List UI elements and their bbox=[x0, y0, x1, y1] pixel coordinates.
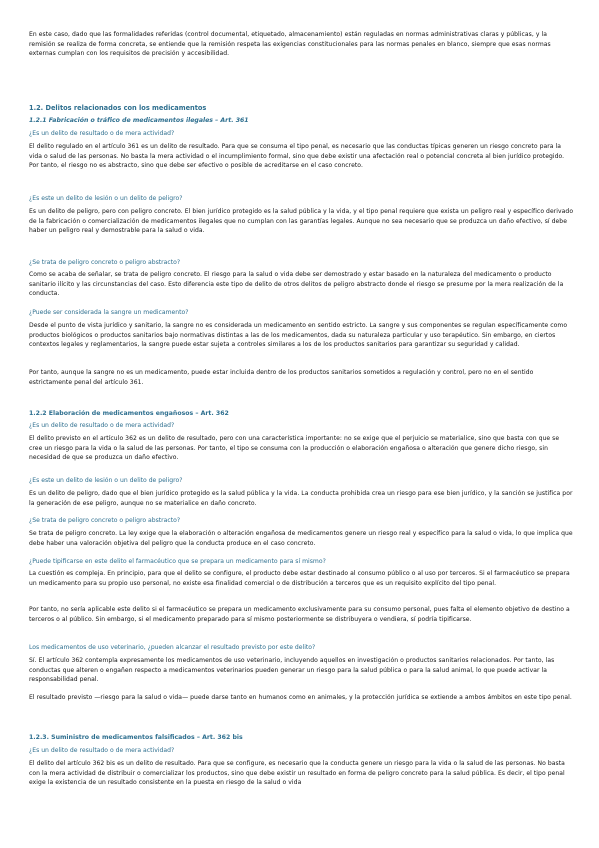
question: ¿Puede ser considerada la sangre un medicamento? bbox=[29, 309, 189, 316]
answer-paragraph: Desde el punto de vista jurídico y sanitario, la sangre no es considerada un medicamento en sentido estricto. La sangre y sus componentes se regulan específicamente como productos biológicos o productos sanitarios bajo normativas distintas a las de los medicamentos, dada su naturaleza particular y uso terapéutico. Sin embargo, en ciertos contextos legales y reglamentarios, la sangre puede estar sujeta a controles similares a los de los productos sanitarios para garantizar su seguridad y calidad. bbox=[29, 322, 568, 349]
answer-paragraph: Es un delito de peligro, pero con peligro concreto. El bien jurídico protegido es la salud pública y la vida, y el tipo penal requiere que exista un peligro real y específico derivado de la fabricación o comercialización de medicamentos ilegales que no cumplan con las garantías legales. Aunque no sea necesario que se produzca un daño efectivo, sí debe haber un peligro real y demostrable para la salud o vida. bbox=[29, 208, 574, 235]
subsection-heading: 1.2.1 Fabricación o tráfico de medicamentos ilegales – Art. 361 bbox=[29, 117, 249, 124]
question: ¿Puede tipificarse en este delito el farmacéutico que se prepara un medicamento para sí mismo? bbox=[29, 558, 326, 565]
question: ¿Es un delito de resultado o de mera actividad? bbox=[29, 130, 175, 137]
answer-paragraph: El delito previsto en el artículo 362 es un delito de resultado, pero con una característica importante: no se exige que el perjuicio se materialice, sino que basta con que se cree un riesgo para la vida o la salud de las personas. Por tanto, el tipo se consuma con la producción o elaboración engañosa o alteración que genere dicho riesgo, sin necesidad de que se produzca un daño efectivo. bbox=[29, 435, 560, 462]
answer-paragraph: Se trata de peligro concreto. La ley exige que la elaboración o alteración engañosa de medicamentos genere un riesgo real y específico para la salud o vida, lo que implica que debe haber una valoración objetiva del peligro que la conducta produce en el caso concreto. bbox=[29, 530, 573, 547]
subsection-heading: 1.2.3. Suministro de medicamentos falsificados – Art. 362 bis bbox=[29, 734, 243, 741]
answer-paragraph: Por tanto, aunque la sangre no es un medicamento, puede estar incluida dentro de los productos sanitarios sometidos a regulación y control, pero no en el sentido estrictamente penal del artículo 361. bbox=[29, 369, 534, 386]
subsection-heading: 1.2.2 Elaboración de medicamentos engañosos – Art. 362 bbox=[29, 410, 229, 417]
answer-paragraph: Por tanto, no sería aplicable este delito si el farmacéutico se prepara un medicamento exclusivamente para su consumo personal, pues falta el elemento objetivo de destino a terceros o al público. Sin embargo, si el medicamento preparado para sí mismo posteriormente se distribuyera o vendiera, sí podría tipificarse. bbox=[29, 606, 570, 623]
question: Los medicamentos de uso veterinario, ¿pueden alcanzar el resultado previsto por este delito? bbox=[29, 644, 316, 651]
answer-paragraph: Es un delito de peligro, dado que el bien jurídico protegido es la salud pública y la vida. La conducta prohibida crea un riesgo para ese bien jurídico, y la sanción se justifica por la generación de ese peligro, aunque no se materialice en daño concreto. bbox=[29, 490, 573, 507]
answer-paragraph: El resultado previsto —riesgo para la salud o vida— puede darse tanto en humanos como en animales, y la protección jurídica se extiende a ambos ámbitos en este tipo penal. bbox=[29, 694, 572, 701]
answer-paragraph: El delito del artículo 362 bis es un delito de resultado. Para que se configure, es necesario que la conducta genere un riesgo para la vida o la salud de las personas. No basta con la mera actividad de distribuir o comercializar los productos, sino que debe existir un resultado en forma de peligro concreto para la salud pública. Es decir, el tipo penal exige la existencia de un resultado consistente en la puesta en riesgo de la salud o vida bbox=[29, 760, 565, 787]
answer-paragraph: Sí. El artículo 362 contempla expresamente los medicamentos de uso veterinario, incluyendo aquellos en investigación o productos sanitarios relacionados. Por tanto, las conductas que alteren o engañen respecto a medicamentos veterinarios pueden generar un riesgo para la salud pública o para la salud animal, lo que puede activar la responsabilidad penal. bbox=[29, 657, 555, 684]
question: ¿Es este un delito de lesión o un delito de peligro? bbox=[29, 477, 183, 484]
question: ¿Se trata de peligro concreto o peligro abstracto? bbox=[29, 259, 181, 266]
question: ¿Es un delito de resultado o de mera actividad? bbox=[29, 747, 175, 754]
answer-paragraph: El delito regulado en el artículo 361 es un delito de resultado. Para que se consuma el tipo penal, es necesario que las conductas típicas generen un riesgo concreto para la vida o salud de las personas. No basta la mera actividad o el incumplimiento formal, sino que debe existir una afectación real o potencial concreta al bien jurídico protegido. Por tanto, el riesgo no es abstracto, sino que debe ser efectivo o posible de acreditarse en el caso concreto. bbox=[29, 143, 565, 170]
answer-paragraph: La cuestión es compleja. En principio, para que el delito se configure, el producto debe estar destinado al consumo público o al uso por terceros. Si el farmacéutico se prepara un medicamento para su propio uso personal, no existe esa finalidad comercial o de distribución a terceros que es un requisito explícito del tipo penal. bbox=[29, 570, 570, 587]
question: ¿Se trata de peligro concreto o peligro abstracto? bbox=[29, 517, 181, 524]
question: ¿Es un delito de resultado o de mera actividad? bbox=[29, 422, 175, 429]
answer-paragraph: Como se acaba de señalar, se trata de peligro concreto. El riesgo para la salud o vida debe ser demostrado y estar basado en la naturaleza del medicamento o producto sanitario ilícito y las circunstancias del caso. Esto diferencia este tipo de delito de otros delitos de peligro abstracto donde el riesgo se presume por la mera realización de la conducta. bbox=[29, 271, 564, 298]
section-heading: 1.2. Delitos relacionados con los medicamentos bbox=[29, 104, 207, 112]
question: ¿Es este un delito de lesión o un delito de peligro? bbox=[29, 195, 183, 202]
intro-paragraph: En este caso, dado que las formalidades referidas (control documental, etiquetado, almacenamiento) están reguladas en normas administrativas claras y públicas, y la remisión se realiza de forma concreta, se entiende que la remisión respeta las exigencias constitucionales para las normas penales en blanco, siempre que esas normas externas cumplan con los requisitos de precisión y accesibilidad. bbox=[29, 31, 551, 58]
